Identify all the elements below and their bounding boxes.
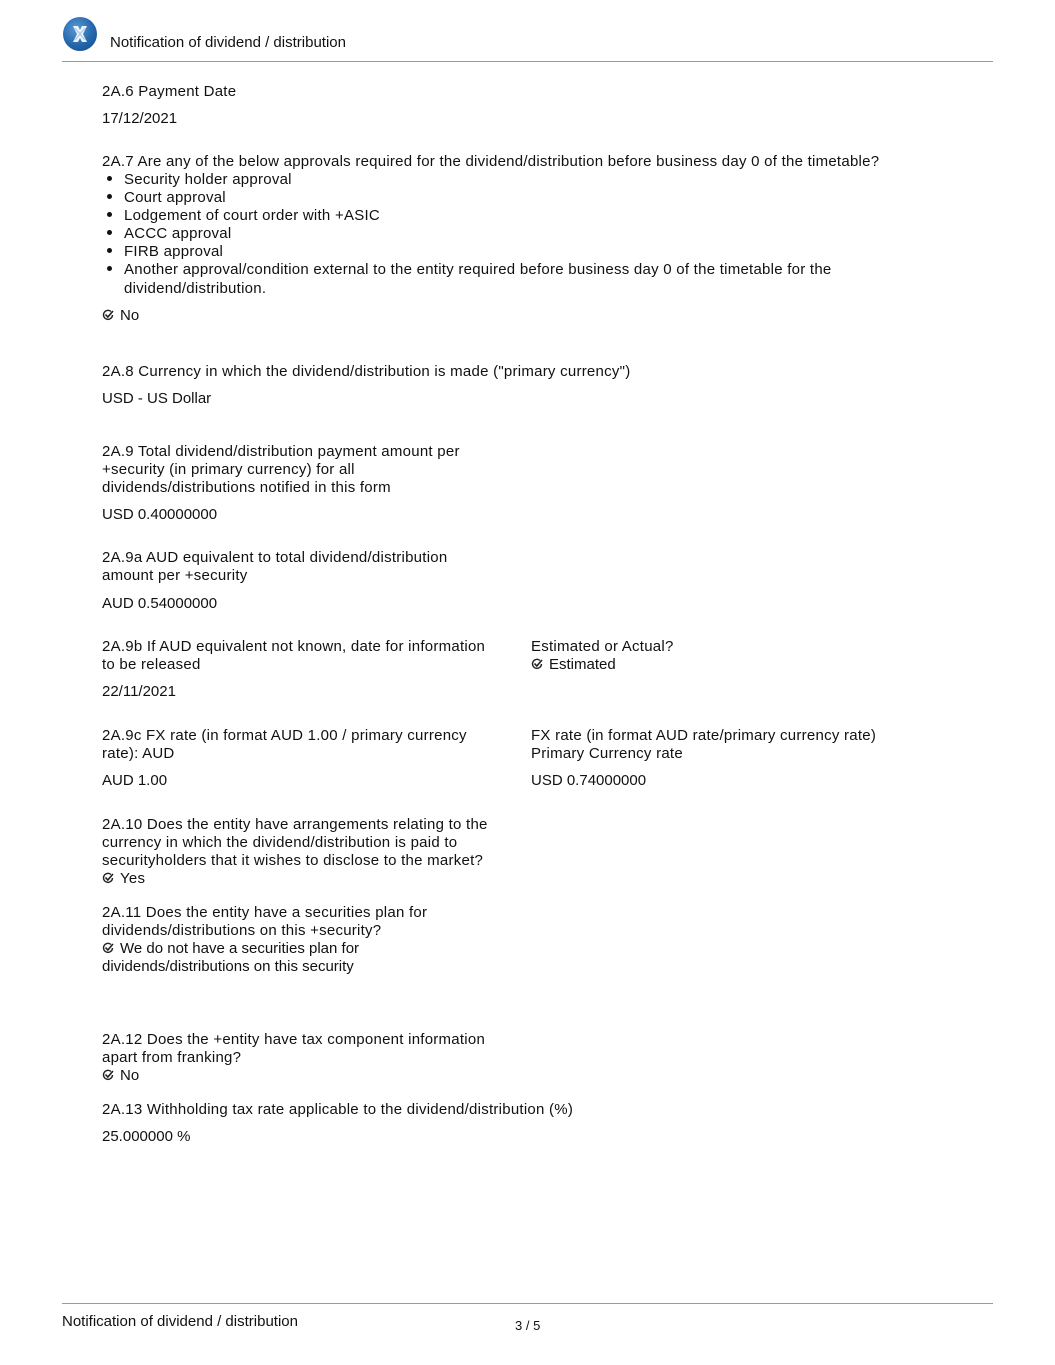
checkbox-checked-icon [102,942,114,954]
securities-plan-label-line-2: dividends/distributions on this +security? [102,922,382,939]
tax-component-label-line-2: apart from franking? [102,1049,242,1066]
estimated-or-actual-answer [531,656,616,674]
approvals-list [102,171,962,279]
tax-component-label-line-1: 2A.12 Does the +entity have tax component information [102,1031,486,1048]
fx-rate-right-label-line-1: FX rate (in format AUD rate/primary currency rate) [531,727,877,744]
fx-rate-right-label-line-2: Primary Currency rate [531,745,683,762]
approvals-list-continuation: dividend/distribution. [124,280,267,297]
currency-arrangements-label-line-1: 2A.10 Does the entity have arrangements relating to the [102,816,488,833]
total-payment-label-line-3: dividends/distributions notified in this form [102,479,391,496]
primary-currency-label: 2A.8 Currency in which the dividend/distribution is made ("primary currency") [102,363,631,380]
currency-arrangements-label-line-3: securityholders that it wishes to disclose to the market? [102,852,484,869]
checkbox-checked-icon [102,872,114,884]
tax-component-answer [102,1067,139,1085]
footer-title: Notification of dividend / distribution [62,1313,298,1330]
payment-date-label: 2A.6 Payment Date [102,83,237,100]
total-payment-label-line-1: 2A.9 Total dividend/distribution payment amount per [102,443,460,460]
aud-equivalent-value: AUD 0.54000000 [102,595,218,612]
tax-component-answer-text: No [120,1067,140,1084]
aud-equivalent-label-line-1: 2A.9a AUD equivalent to total dividend/distribution [102,549,448,566]
release-date-value: 22/11/2021 [102,683,176,700]
withholding-tax-value: 25.000000 % [102,1128,191,1145]
checkbox-checked-icon [102,309,114,321]
securities-plan-answer-line-1: We do not have a securities plan for [120,940,360,957]
approvals-question: 2A.7 Are any of the below approvals required for the dividend/distribution before business day 0 of the timetable? [102,153,880,170]
fx-rate-aud-value: AUD 1.00 [102,772,168,789]
approvals-answer [102,307,139,325]
primary-currency-value: USD - US Dollar [102,390,212,407]
withholding-tax-label: 2A.13 Withholding tax rate applicable to the dividend/distribution (%) [102,1101,574,1118]
list-item: Security holder approval [102,171,962,189]
securities-plan-label-line-1: 2A.11 Does the entity have a securities plan for [102,904,428,921]
checkbox-checked-icon [102,1069,114,1081]
fx-rate-primary-value: USD 0.74000000 [531,772,647,789]
approvals-answer-text: No [120,307,140,324]
payment-date-value: 17/12/2021 [102,110,178,127]
currency-arrangements-answer-text: Yes [120,870,146,887]
checkbox-checked-icon [531,658,543,670]
securities-plan-answer-line-2: dividends/distributions on this security [102,958,354,975]
fx-rate-label-line-1: 2A.9c FX rate (in format AUD 1.00 / primary currency [102,727,467,744]
estimated-or-actual-answer-text: Estimated [549,656,616,673]
fx-rate-label-line-2: rate): AUD [102,745,175,762]
total-payment-label-line-2: +security (in primary currency) for all [102,461,355,478]
currency-arrangements-answer [102,870,145,888]
currency-arrangements-label-line-2: currency in which the dividend/distribution is paid to [102,834,458,851]
header-title: Notification of dividend / distribution [110,34,346,51]
securities-plan-answer [102,940,359,958]
header-divider [62,61,993,62]
list-item: FIRB approval [102,243,962,261]
release-date-label-line-2: to be released [102,656,201,673]
asx-logo-icon [63,17,97,51]
aud-equivalent-label-line-2: amount per +security [102,567,248,584]
estimated-or-actual-label: Estimated or Actual? [531,638,674,655]
list-item: Court approval [102,189,962,207]
footer-divider [62,1303,993,1304]
release-date-label-line-1: 2A.9b If AUD equivalent not known, date for information [102,638,486,655]
list-item: ACCC approval [102,225,962,243]
list-item: Another approval/condition external to the entity required before business day 0 of the timetable for the [102,261,962,279]
list-item: Lodgement of court order with +ASIC [102,207,962,225]
total-payment-value: USD 0.40000000 [102,506,218,523]
page-number: 3 / 5 [515,1318,541,1333]
